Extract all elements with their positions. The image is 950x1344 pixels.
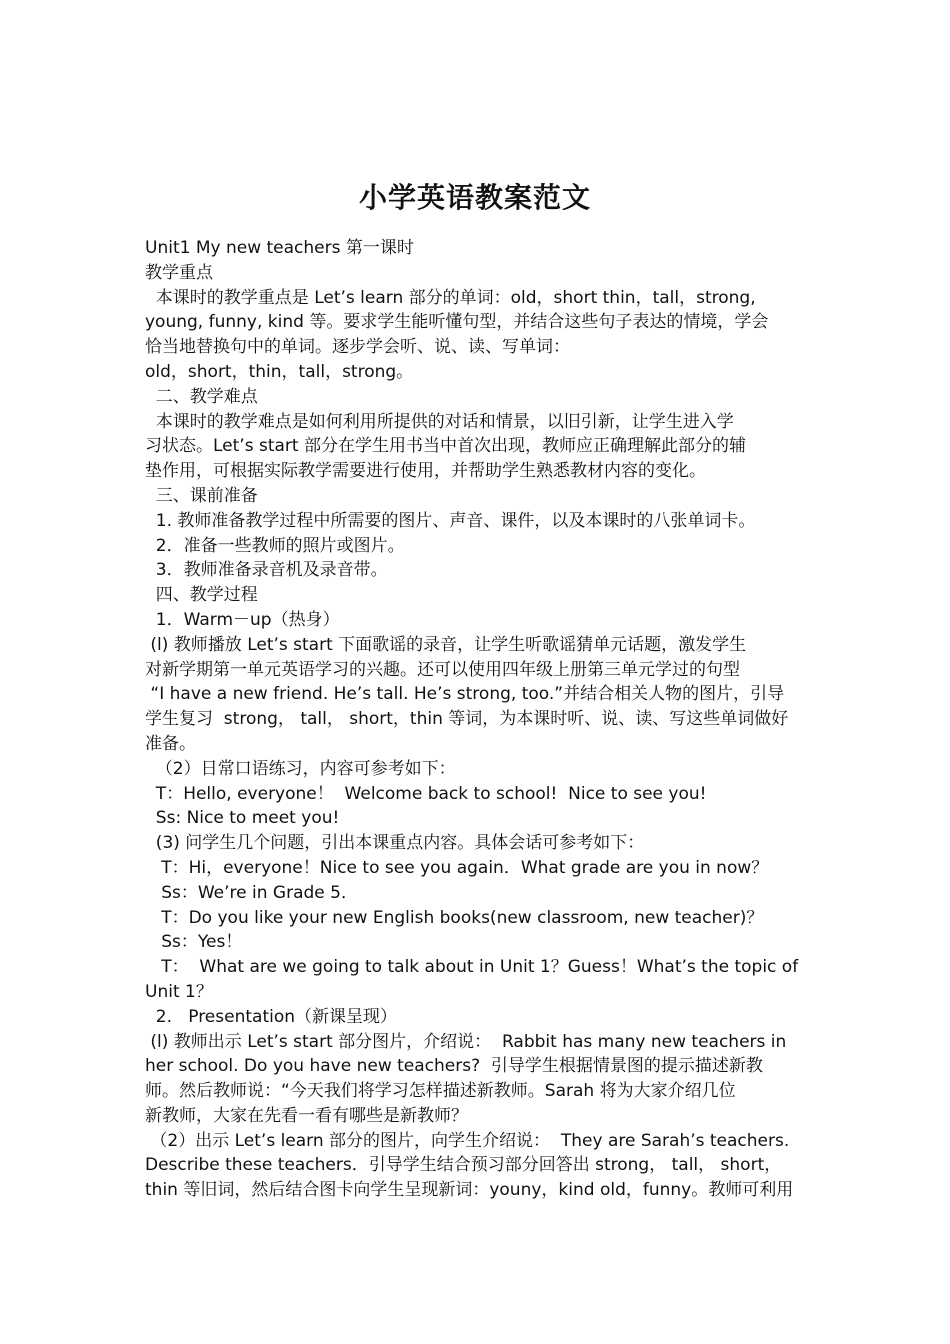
text-line: 对新学期第一单元英语学习的兴趣。还可以使用四年级上册第三单元学过的句型 [145, 659, 740, 680]
text-line: 师。然后教师说：“今天我们将学习怎样描述新教师。Sarah 将为大家介绍几位 [145, 1081, 736, 1102]
text-line: Describe these teachers．引导学生结合预习部分回答出 strong， tall， short， [145, 1155, 782, 1176]
text-line: Ss：Yes！ [145, 932, 243, 953]
text-line: 三、课前准备 [145, 485, 258, 506]
text-line: Ss：We’re in Grade 5． [145, 882, 358, 903]
text-line: 恰当地替换句中的单词。逐步学会听、说、读、写单词： [145, 337, 570, 358]
text-line: 学生复习 strong， tall， short，thin 等词，为本课时听、说、读、写这些单词做好 [145, 709, 789, 730]
text-line: (3) 问学生几个问题，引出本课重点内容。具体会话可参考如下： [145, 833, 645, 854]
text-line: T：Hello, everyone！ Welcome back to school! Nice to see you! [145, 783, 707, 804]
text-line: Unit 1？ [145, 981, 213, 1002]
text-line: young, funny, kind 等。要求学生能听懂句型，并结合这些句子表达的情境，学会 [145, 312, 769, 333]
text-line: T： What are we going to talk about in Unit 1？Guess！What’s the topic of [145, 957, 799, 978]
text-line: 准备。 [145, 733, 196, 754]
text-line: 教学重点 [145, 262, 213, 283]
text-line: 本课时的教学重点是 Let’s learn 部分的单词：old，short thin，tall，strong, [145, 287, 756, 308]
text-line: 2. Presentation（新课呈现） [145, 1006, 398, 1027]
text-line: old，short，thin，tall，strong。 [145, 361, 414, 382]
text-line: (l) 教师出示 Let’s start 部分图片，介绍说： Rabbit has many new teachers in [145, 1031, 787, 1052]
text-line: 3．教师准备录音机及录音带。 [145, 560, 388, 581]
text-line: “I have a new friend. He’s tall. He’s strong, too.”并结合相关人物的图片，引导 [145, 684, 785, 705]
text-line: (l) 教师播放 Let’s start 下面歌谣的录音，让学生听歌谣猜单元话题，激发学生 [145, 634, 747, 655]
document-body [145, 236, 810, 1203]
text-line: 1. 教师准备教学过程中所需要的图片、声音、课件，以及本课时的八张单词卡。 [145, 510, 756, 531]
text-line: T：Do you like your new English books(new classroom, new teacher)？ [145, 907, 764, 928]
text-line: 二、教学难点 [145, 386, 258, 407]
document-title: 小学英语教案范文 [358, 181, 591, 214]
text-line: Unit1 My new teachers 第一课时 [145, 238, 414, 258]
text-line: 2．准备一些教师的照片或图片。 [145, 535, 405, 556]
text-line: （2）出示 Let’s learn 部分的图片，向学生介绍说： They are Sarah’s teachers. [145, 1130, 790, 1151]
text-line: 四、教学过程 [145, 585, 258, 606]
text-line: 本课时的教学难点是如何利用所提供的对话和情景，以旧引新，让学生进入学 [145, 411, 734, 432]
text-line: 垫作用，可根据实际教学需要进行使用，并帮助学生熟悉教材内容的变化。 [145, 461, 706, 482]
text-line: （2）日常口语练习，内容可参考如下： [145, 758, 456, 779]
text-line: 习状态。Let’s start 部分在学生用书当中首次出现，教师应正确理解此部分的辅 [145, 436, 746, 457]
text-line: T：Hi，everyone！Nice to see you again．What grade are you in now？ [145, 857, 769, 878]
text-line: 新教师，大家在先看一看有哪些是新教师？ [145, 1105, 468, 1126]
text-line: 1．Warm－up（热身） [145, 609, 340, 630]
text-line: her school. Do you have new teachers? 引导学生根据情景图的提示描述新教 [145, 1056, 763, 1077]
text-line: Ss: Nice to meet you! [145, 808, 340, 829]
text-line: thin 等旧词，然后结合图卡向学生呈现新词：youny，kind old，funny。教师可利用 [145, 1180, 794, 1201]
